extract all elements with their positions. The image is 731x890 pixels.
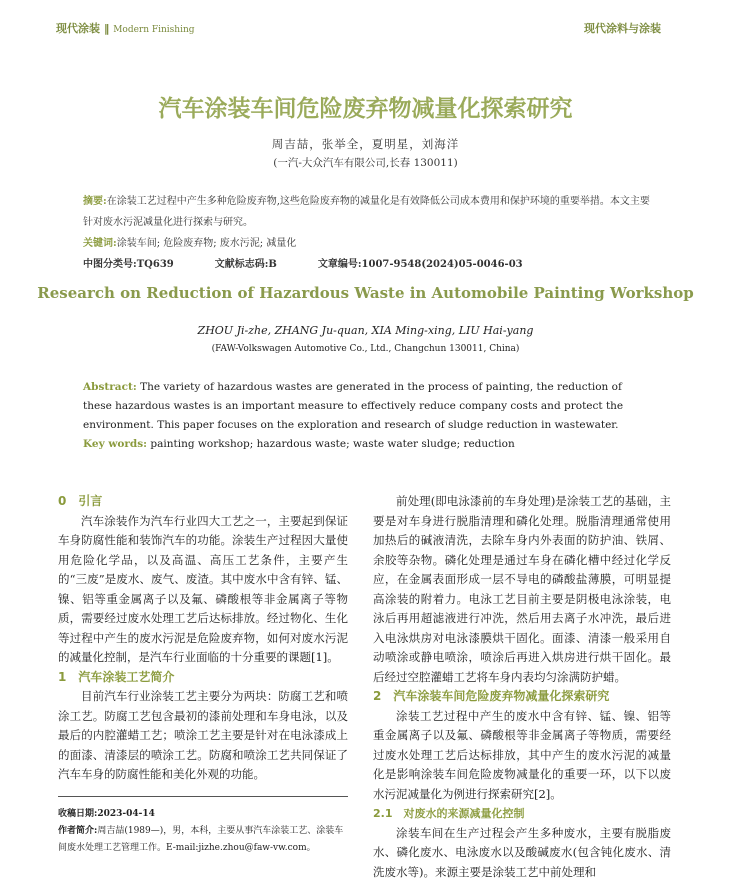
- pretreatment-paragraph: 前处理(即电泳漆前的车身处理)是涂装工艺的基础，主要是对车身进行脱脂清理和磷化处理。脱脂清理通常使用加热后的碱液清洗，去除车身内外表面的防护油、铁屑、余胶等杂物。磷化处理是通过车身在磷化槽中经过化学反应，在金属表面形成一层不导电的磷酸盐薄膜，可明显提高涂装的附着力。电泳工艺目前主要是阴极电泳涂装，电泳后再用超滤液进行冲洗，然后用去离子水冲洗，最后进入电泳烘房对电泳漆膜烘干固化。面漆、清漆一般采用自动喷涂或静电喷涂，喷涂后再进入烘房进行烘干固化。最后经过空腔灌蜡工艺将车身内表均匀涂满防护蜡。: [373, 494, 671, 684]
- author-bio-text: 周吉喆(1989—)，男，本科，主要从事汽车涂装工艺、涂装车间废水处理工艺管理工作。E-mail:jizhe.zhou@faw-vw.com。: [58, 826, 344, 853]
- classification-line: [83, 254, 653, 275]
- affiliation-en: (FAW-Volkswagen Automotive Co., Ltd., Changchun 130011, China): [211, 344, 520, 354]
- article-no-label: 文章编号:: [317, 259, 362, 270]
- authors-en: ZHOU Ji-zhe, ZHANG Ju-quan, XIA Ming-xing, LIU Hai-yang: [197, 324, 534, 337]
- journal-name-cn: 现代涂装: [56, 22, 100, 35]
- abstract-en-text: The variety of hazardous wastes are generated in the process of painting, the reduction of these hazardous wastes is an important measure to effectively reduce company costs and protect the environment. This paper focuses on the exploration and research of sludge reduction in wastewater.: [83, 381, 624, 431]
- author-bio: [58, 823, 348, 857]
- keywords-cn: [83, 233, 653, 254]
- keywords-cn-label: 关键词:: [83, 238, 117, 249]
- journal-header: [56, 20, 195, 36]
- keywords-cn-text: 涂装车间; 危险废弃物; 废水污泥; 减量化: [116, 238, 297, 249]
- section-0-paragraph: 汽车涂装作为汽车行业四大工艺之一，主要起到保证车身防腐性能和装饰汽车的功能。涂装生产过程因大量使用危险化学品，以及高温、高压工艺条件，主要产生的“三废”是废水、废气、废渣。其中废水中含有锌、锰、镍、铝等重金属离子以及氟、磷酸根等非金属离子等物质，需要经过废水处理工艺后达标排放。经过物化、生化等过程中产生的废水污泥是危险废弃物，如何对废水污泥的减量化控制，是汽车行业面临的十分重要的课题[1]。: [58, 513, 348, 664]
- section-2-1-paragraph: 涂装车间在生产过程会产生多种废水，主要有脱脂废水、磷化废水、电泳废水以及酸碱废水(包含钝化废水、清洗废水等)。来源主要是涂装工艺中前处理和: [373, 825, 671, 879]
- keywords-en-label: Key words:: [83, 438, 148, 450]
- abstract-cn-block: [83, 191, 653, 275]
- authors-cn: 周吉喆，张举全，夏明星，刘海洋: [271, 137, 460, 151]
- footnote: [58, 806, 348, 857]
- header-separator: ‖: [103, 22, 110, 35]
- keywords-en-text: painting workshop; hazardous waste; waste water sludge; reduction: [150, 438, 515, 450]
- clc-label: 中图分类号:: [83, 259, 137, 270]
- title-en: Research on Reduction of Hazardous Waste in Automobile Painting Workshop: [37, 284, 694, 302]
- affiliation-cn: (一汽-大众汽车有限公司,长春 130011): [273, 157, 458, 169]
- doc-code-label: 文献标志码:: [214, 259, 269, 270]
- title-cn: 汽车涂装车间危险废弃物减量化探索研究: [158, 96, 573, 122]
- clc-value: TQ639: [136, 259, 174, 270]
- received-value: 2023-04-14: [97, 809, 155, 819]
- abstract-cn: [83, 191, 653, 233]
- column-header: 现代涂料与涂装: [584, 22, 661, 35]
- abstract-en: [83, 378, 653, 435]
- abstract-en-block: [83, 378, 653, 454]
- received-label: 收稿日期:: [58, 809, 98, 819]
- section-1-heading: 1 汽车涂装工艺简介: [58, 669, 175, 684]
- received-date: [58, 806, 348, 823]
- doc-code-value: B: [268, 259, 277, 270]
- abstract-cn-label: 摘要:: [83, 196, 107, 207]
- footnote-rule: [58, 796, 348, 797]
- abstract-en-label: Abstract:: [83, 381, 137, 393]
- left-column: [58, 492, 348, 785]
- section-1-paragraph: 目前汽车行业涂装工艺主要分为两块：防腐工艺和喷涂工艺。防腐工艺包含最初的漆前处理和车身电泳，以及最后的内腔灌蜡工艺；喷涂工艺主要是针对在电泳漆成上的面漆、清漆层的喷涂工艺。防腐和喷涂工艺共同保证了汽车车身的防腐性能和美化外观的功能。: [58, 689, 348, 781]
- journal-name-en: Modern Finishing: [113, 25, 195, 35]
- section-2-1-heading: 2.1 对废水的来源减量化控制: [373, 807, 525, 820]
- keywords-en: [83, 435, 653, 454]
- author-bio-label: 作者简介:: [58, 826, 98, 836]
- right-column: [373, 492, 671, 882]
- article-no-value: 1007-9548(2024)05-0046-03: [361, 259, 523, 270]
- section-2-paragraph: 涂装工艺过程中产生的废水中含有锌、锰、镍、铝等重金属离子以及氟、磷酸根等非金属离子等物质，需要经过废水处理工艺后达标排放，其中产生的废水污泥的减量化是影响涂装车间危险废物减量化的重要一环，以下以废水污泥减量化为例进行探索研究[2]。: [373, 708, 671, 801]
- section-0-heading: 0 引言: [58, 494, 103, 508]
- abstract-cn-text: 在涂装工艺过程中产生多种危险废弃物,这些危险废弃物的减量化是有效降低公司成本费用和保护环境的重要举措。本文主要针对废水污泥减量化进行探索与研究。: [83, 196, 650, 228]
- section-2-heading: 2 汽车涂装车间危险废弃物减量化探索研究: [373, 689, 610, 703]
